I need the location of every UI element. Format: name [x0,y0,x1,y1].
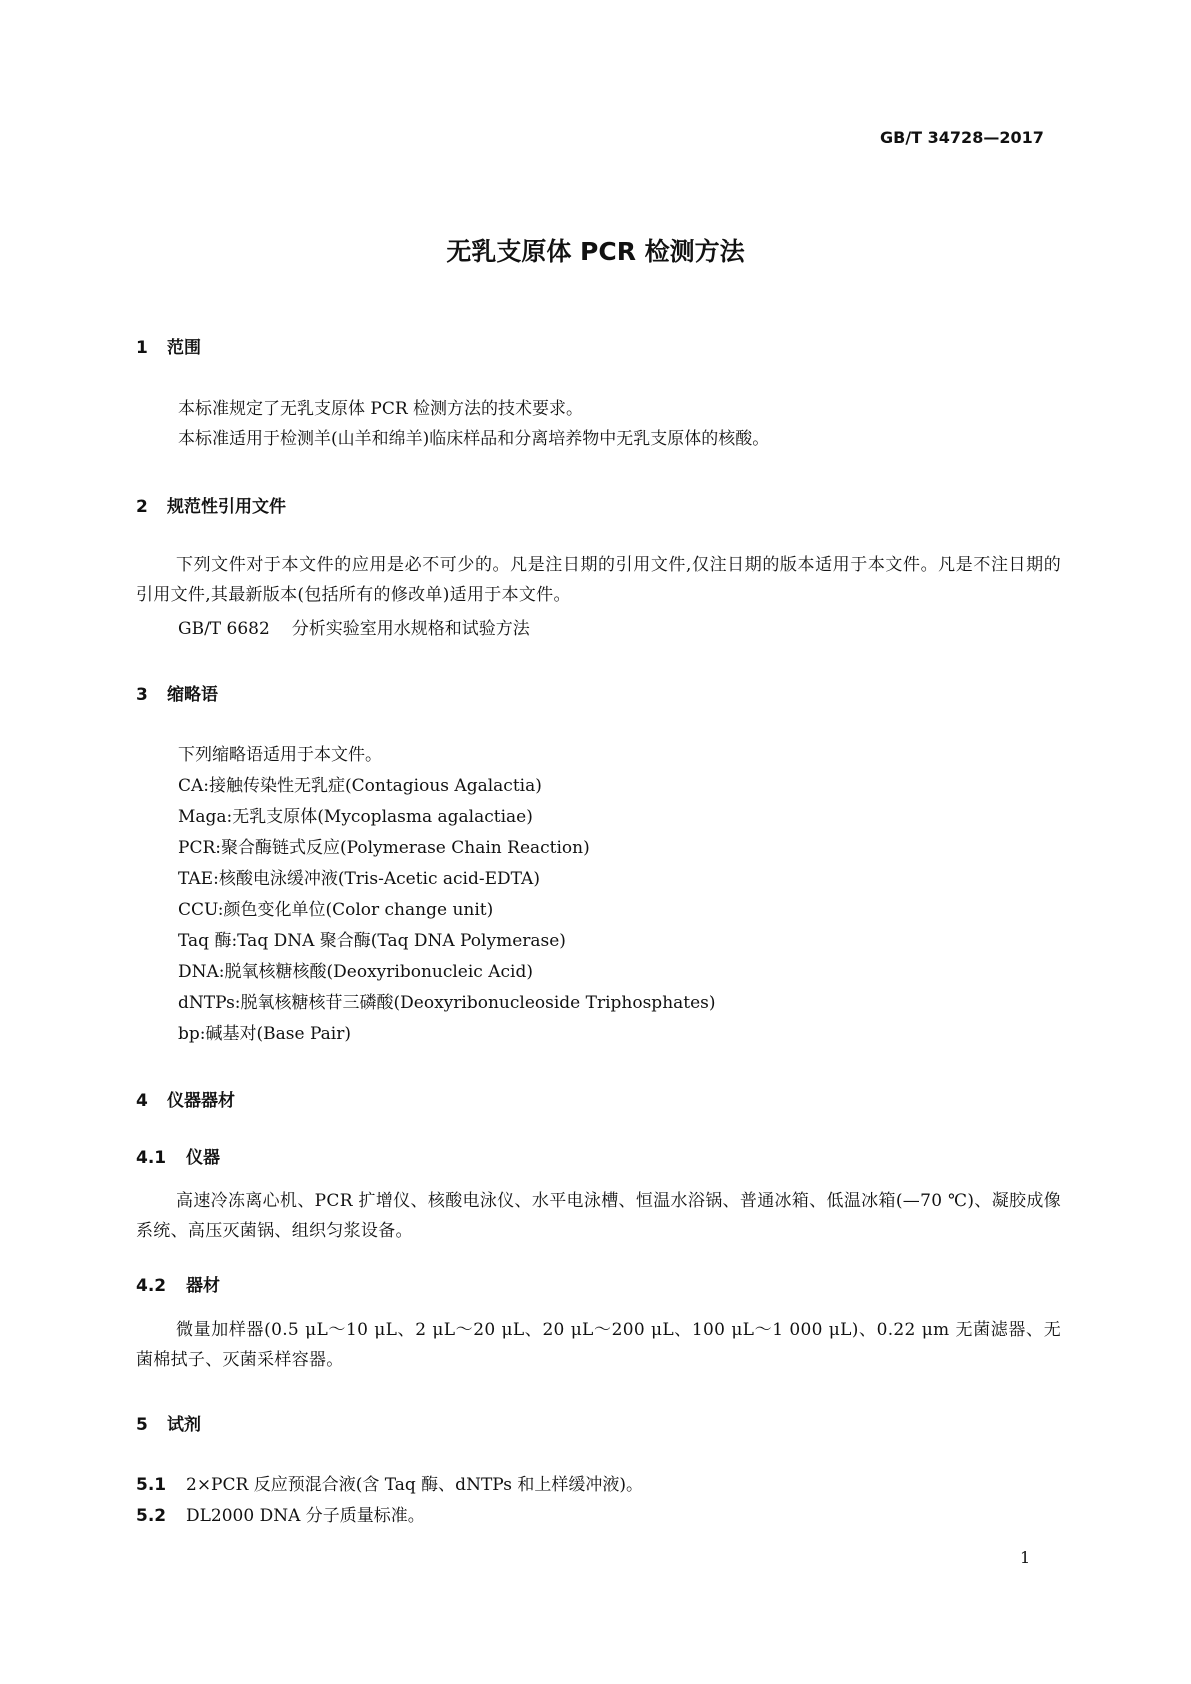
section-title: 器材 [186,1276,220,1296]
abbr-item: PCR:聚合酶链式反应(Polymerase Chain Reaction) [178,838,590,858]
section-number: 4.2 [136,1276,167,1296]
section-title: 仪器 [186,1148,220,1168]
equipment-para: 微量加样器(0.5 μL～10 μL、2 μL～20 μL、20 μL～200 μL、100 μL～1 000 μL)、0.22 μm 无菌滤器、无菌棉拭子、灭菌采样容器。 [136,1320,1061,1370]
section-title: 规范性引用文件 [167,497,286,517]
section-1-heading [136,333,201,358]
abbr-item: TAE:核酸电泳缓冲液(Tris-Acetic acid-EDTA) [178,869,540,889]
section-title: 范围 [167,338,201,358]
abbreviations-intro: 下列缩略语适用于本文件。 [178,745,382,765]
reagent-item [136,1501,425,1526]
section-title: 试剂 [167,1415,201,1435]
abbr-item: Taq 酶:Taq DNA 聚合酶(Taq DNA Polymerase) [178,931,566,951]
document-title: 无乳支原体 PCR 检测方法 [446,237,745,266]
instruments-para: 高速冷冻离心机、PCR 扩增仪、核酸电泳仪、水平电泳槽、恒温水浴锅、普通冰箱、低温冰箱(—70 ℃)、凝胶成像系统、高压灭菌锅、组织匀浆设备。 [136,1191,1061,1241]
standard-number: GB/T 34728—2017 [880,128,1044,147]
section-number: 3 [136,685,148,705]
section-2-heading [136,492,286,517]
section-number: 1 [136,338,148,358]
reagent-item [136,1470,643,1495]
reference-title: 分析实验室用水规格和试验方法 [291,619,530,639]
section-3-heading [136,680,218,705]
section-title: 仪器器材 [167,1091,235,1111]
item-text: 2×PCR 反应预混合液(含 Taq 酶、dNTPs 和上样缓冲液)。 [186,1475,644,1495]
section-number: 4 [136,1091,148,1111]
abbr-item: CCU:颜色变化单位(Color change unit) [178,900,494,920]
abbr-item: CA:接触传染性无乳症(Contagious Agalactia) [178,776,542,796]
reference-entry [178,614,530,639]
section-title: 缩略语 [167,685,218,705]
reference-code: GB/T 6682 [178,619,270,639]
section-number: 5 [136,1415,148,1435]
section-5-heading [136,1410,201,1435]
scope-para-2: 本标准适用于检测羊(山羊和绵羊)临床样品和分离培养物中无乳支原体的核酸。 [178,429,770,449]
abbr-item: Maga:无乳支原体(Mycoplasma agalactiae) [178,807,533,827]
abbr-item: DNA:脱氧核糖核酸(Deoxyribonucleic Acid) [178,962,533,982]
scope-para-1: 本标准规定了无乳支原体 PCR 检测方法的技术要求。 [178,399,584,419]
item-text: DL2000 DNA 分子质量标准。 [186,1506,425,1526]
item-number: 5.2 [136,1506,167,1526]
item-number: 5.1 [136,1475,167,1495]
abbr-item: dNTPs:脱氧核糖核苷三磷酸(Deoxyribonucleoside Triphosphates) [178,993,716,1013]
section-4-1-heading [136,1143,220,1168]
section-4-heading [136,1086,235,1111]
abbr-item: bp:碱基对(Base Pair) [178,1024,351,1044]
section-number: 4.1 [136,1148,167,1168]
section-number: 2 [136,497,148,517]
section-4-2-heading [136,1271,220,1296]
page-number: 1 [1020,1548,1031,1567]
normative-references-para: 下列文件对于本文件的应用是必不可少的。凡是注日期的引用文件,仅注日期的版本适用于本文件。凡是不注日期的引用文件,其最新版本(包括所有的修改单)适用于本文件。 [136,555,1061,605]
